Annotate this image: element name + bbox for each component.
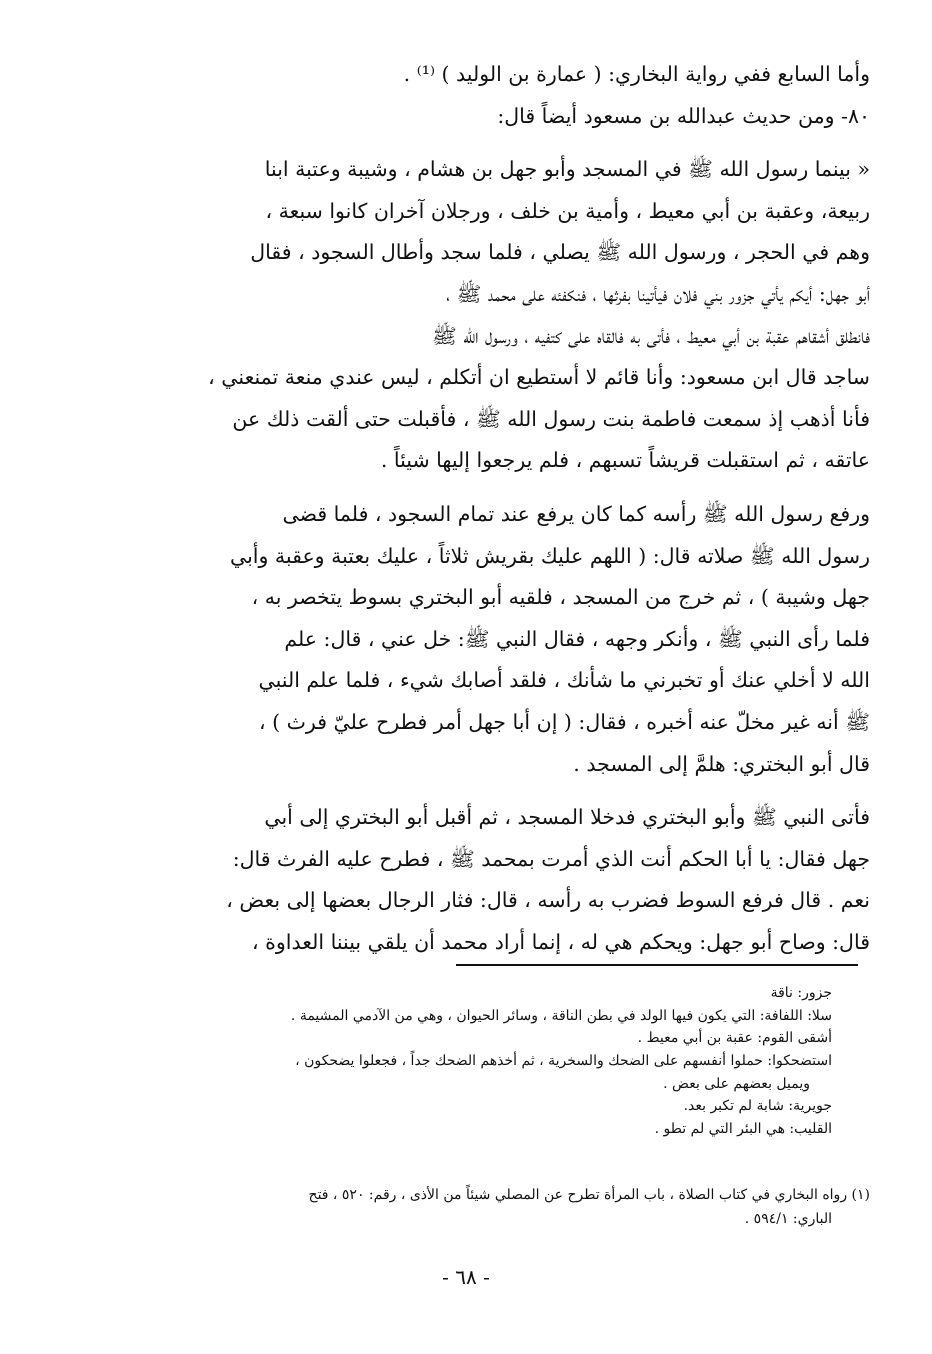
text-line: ورفع رسول الله ﷺ رأسه كما كان يرفع عند تمام السجود ، فلما قضى — [282, 501, 870, 526]
text-line: فانطلق أشقاهم عقبة بن أبي معيط ، فأتى به فالقاه على كتفيه ، ورسول الله ﷺ — [431, 323, 870, 348]
text-line: قال: وصاح أبو جهل: ويحكم هي له ، إنما أراد محمد أن يلقي بيننا العداوة ، — [252, 929, 870, 954]
footnote-line: (١) رواه البخاري في كتاب الصلاة ، باب المرأة تطرح عن المصلي شيئاً من الأذى ، رقم: ٥٢٠ ، فتح — [308, 1187, 870, 1203]
main-text — [62, 54, 870, 963]
text-line: نعم . قال فرفع السوط فضرب به رأسه ، قال: فثار الرجال بعضها إلى بعض ، — [226, 888, 870, 913]
glossary-line: ويميل بعضهم على بعض . — [663, 1075, 810, 1092]
glossary-line: استضحكوا: حملوا أنفسهم على الضحك والسخرية ، ثم أخذهم الضحك جداً ، فجعلوا يضحكون ، — [295, 1053, 832, 1070]
footnote — [62, 1183, 870, 1231]
glossary-line: جويرية: شابة لم تكبر بعد. — [683, 1098, 832, 1115]
text-line: أبو جهل: أيكم يأتي جزور بني فلان فيأتينا بفرثها ، فنكفئه على محمد ﷺ ، — [446, 281, 870, 306]
page-number: - ٦٨ - — [442, 1265, 490, 1289]
text-line: جهل فقال: يا أبا الحكم أنت الذي أمرت بمحمد ﷺ ، فطرح عليه الفرث قال: — [232, 846, 870, 871]
footnote-divider — [456, 964, 858, 966]
text-line: قال أبو البختري: هلمَّ إلى المسجد . — [573, 751, 870, 776]
glossary-line: جزور: ناقة — [770, 985, 832, 1001]
text-line: رسول الله ﷺ صلاته قال: ( اللهم عليك بقريش ثلاثاً ، عليك بعتبة وعقبة وأبي — [230, 543, 870, 568]
glossary-notes — [62, 982, 832, 1141]
text-line: فأتى النبي ﷺ وأبو البختري فدخلا المسجد ، ثم أقبل أبو البختري إلى أبي — [264, 805, 870, 830]
text-line: جهل وشيبة ) ، ثم خرج من المسجد ، فلقيه أبو البختري بسوط يتخصر به ، — [251, 585, 870, 610]
text-line: ٨٠- ومن حديث عبدالله بن مسعود أيضاً قال: — [497, 103, 870, 128]
text-line: فأنا أذهب إذ سمعت فاطمة بنت رسول الله ﷺ ، فأقبلت حتى ألقت ذلك عن — [232, 406, 870, 431]
glossary-line: القليب: هي البئر التي لم تطو . — [654, 1121, 832, 1138]
glossary-line: أشقى القوم: عقبة بن أبي معيط . — [637, 1030, 832, 1047]
text-line: وأما السابع ففي رواية البخاري: ( عمارة بن الوليد ) ⁽¹⁾ . — [403, 62, 870, 86]
text-line: « بينما رسول الله ﷺ في المسجد وأبو جهل بن هشام ، وشيبة وعتبة ابنا — [264, 157, 870, 182]
text-line: عاتقه ، ثم استقبلت قريشاً تسبهم ، فلم يرجعوا إليها شيئاً . — [380, 448, 870, 473]
glossary-line: سلا: اللفافة: التي يكون فيها الولد في بطن الناقة ، وسائر الحيوان ، وهي من الآدمي المشيمة . — [290, 1007, 832, 1024]
text-line: ﷺ أنه غير مخلّ عنه أخبره ، فقال: ( إن أبا جهل أمر فطرح عليّ فرث ) ، — [258, 709, 870, 734]
text-line: ربيعة، وعقبة بن أبي معيط ، وأمية بن خلف ، ورجلان آخران كانوا سبعة ، — [265, 198, 870, 223]
text-line: وهم في الحجر ، ورسول الله ﷺ يصلي ، فلما سجد وأطال السجود ، فقال — [250, 240, 870, 265]
text-line: فلما رأى النبي ﷺ ، وأنكر وجهه ، فقال النبي ﷺ: خل عني ، قال: علم — [284, 626, 870, 651]
text-line: ساجد قال ابن مسعود: وأنا قائم لا أستطيع ان أتكلم ، ليس عندي منعة تمنعني ، — [208, 365, 870, 390]
footnote-line: الباري: ٥٩٤/١ . — [744, 1211, 832, 1227]
text-line: الله لا أخلي عنك أو تخبرني ما شأنك ، فلقد أصابك شيء ، فلما علم النبي — [258, 668, 870, 693]
